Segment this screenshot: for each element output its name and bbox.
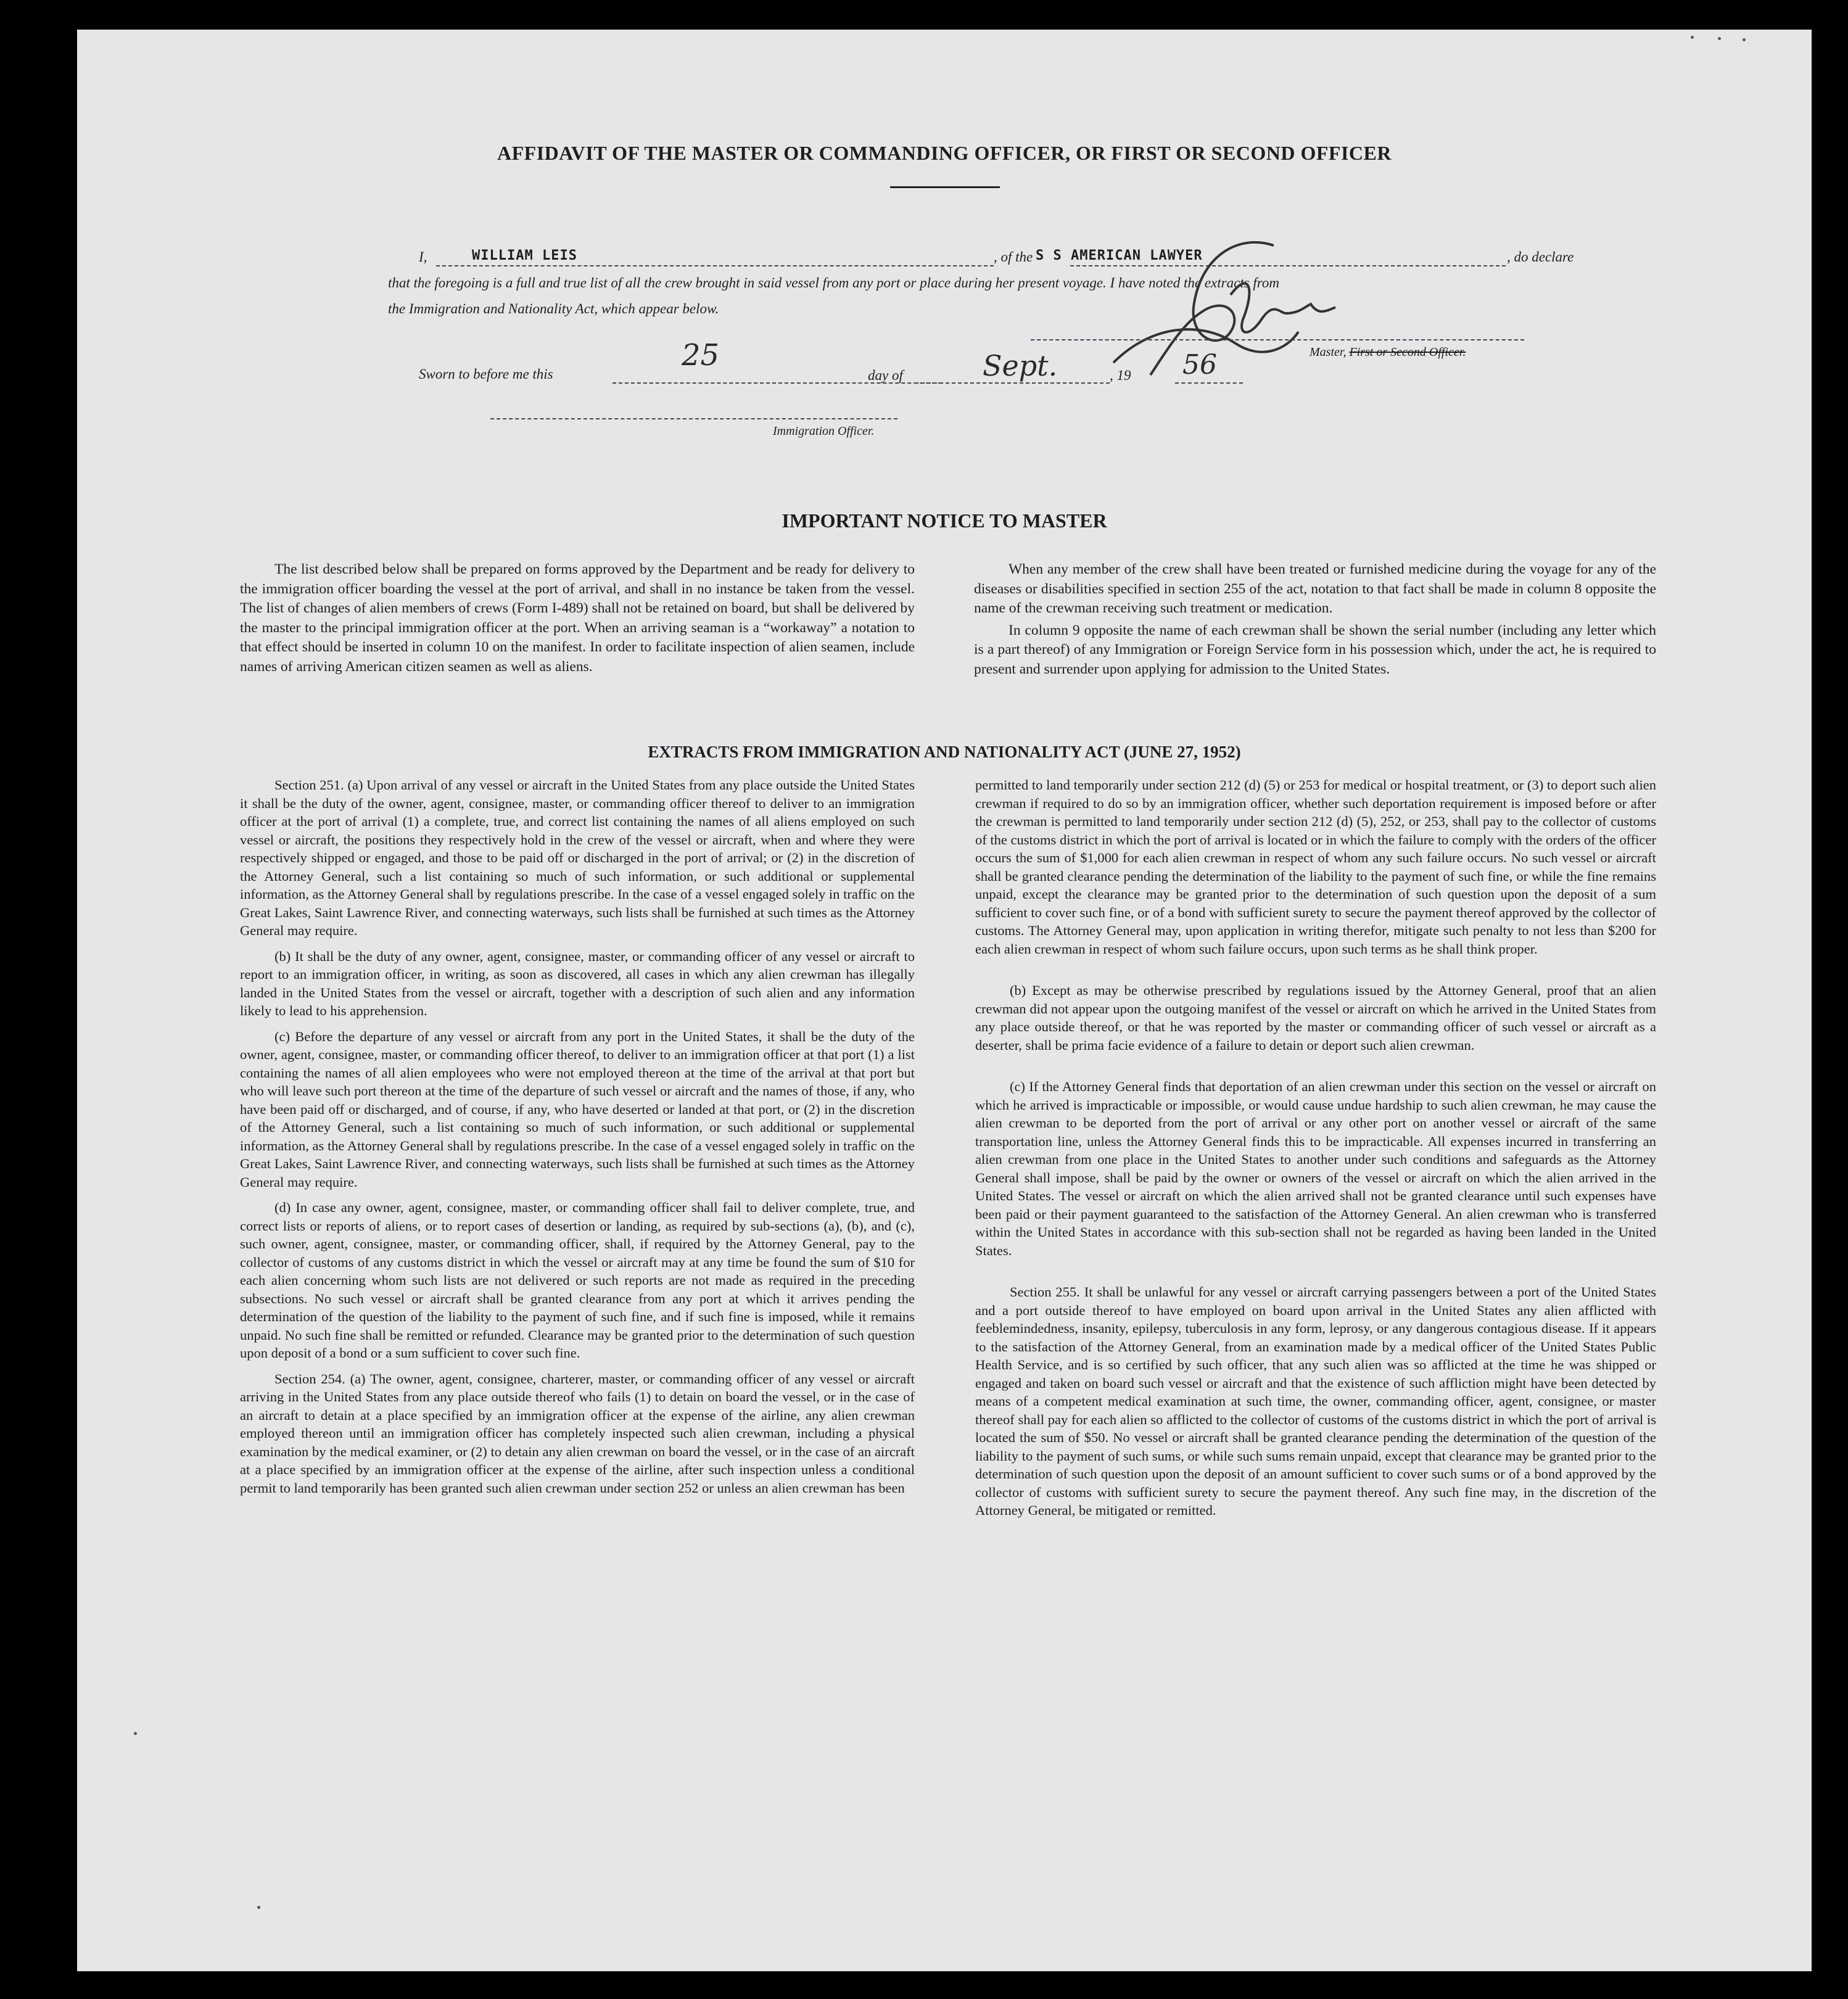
title-underline xyxy=(890,186,1000,188)
declaration-line-2: that the foregoing is a full and true list of all the crew brought in said vessel from any port or place during her present voyage. I have noted the extracts from xyxy=(388,275,1279,291)
immigration-officer-line xyxy=(490,418,897,419)
sworn-label: Sworn to before me this xyxy=(419,366,553,382)
i-prefix: I, xyxy=(419,249,427,265)
notice-left-paragraph: The list described below shall be prepared on forms approved by the Department and be ready for delivery to the immigration officer boarding the vessel at the port of arrival, and shall in no instance be taken from the vessel. The list of changes of alien members of crews (Form I-489) shall not be retained on board, but shall be delivered by the master to the principal immigration officer at the port. When an arriving seaman is a “workaway” a notation to that effect should be inserted in column 10 on the manifest. In order to facilitate inspection of alien seamen, include names of arriving American citizen seamen as well as aliens. xyxy=(240,561,915,675)
extracts-left-column xyxy=(240,776,915,1504)
immigration-officer-label: Immigration Officer. xyxy=(773,424,875,438)
scan-speck xyxy=(1743,38,1746,41)
do-declare-label: , do declare xyxy=(1507,249,1574,265)
sworn-month: Sept. xyxy=(983,349,1058,382)
extracts-title: EXTRACTS FROM IMMIGRATION AND NATIONALITY ACT (JUNE 27, 1952) xyxy=(648,743,1241,761)
scan-speck xyxy=(257,1906,260,1909)
master-label: Master, xyxy=(1310,345,1347,359)
extracts-right-column xyxy=(975,776,1656,1527)
section-251-d: (d) In case any owner, agent, consignee, master, or commanding officer shall fail to deliver complete, true, and correct lists or reports of aliens, or to report cases of desertion or landing, as required by sub-sections (a), (b), and (c), such owner, agent, consignee, master, or commanding officer, shall, if required by the Attorney General, pay to the collector of customs of any customs district in which the vessel or aircraft may at any time be found the sum of $10 for each alien concerning whom such lists are not delivered or such reports are not made as required in the preceding subsections. No such vessel or aircraft shall be granted clearance from any port at which it arrives pending the determination of the question of the liability to the payment of such fine, and if such fine is imposed, while it remains unpaid. No such fine shall be remitted or refunded. Clearance may be granted prior to the determination of such question upon deposit of a bond or a sum sufficient to cover such fine. xyxy=(240,1200,915,1361)
master-title xyxy=(1310,345,1466,360)
notice-right-paragraph-1: When any member of the crew shall have been treated or furnished medicine during the voyage for any of the diseases or disabilities specified in section 255 of the act, notation to that fact shall be made in column 8 opposite the name of the crewman receiving such treatment or medication. xyxy=(974,561,1656,616)
section-251-b: (b) It shall be the duty of any owner, agent, consignee, master, or commanding officer of any vessel or aircraft to report to an immigration officer, in writing, as soon as discovered, all cases in which any alien crewman has illegally landed in the United States from the vessel or aircraft, together with a description of such alien and any information likely to lead to his apprehension. xyxy=(240,948,915,1018)
affidavit-title: AFFIDAVIT OF THE MASTER OR COMMANDING OFFICER, OR FIRST OR SECOND OFFICER xyxy=(497,142,1392,164)
name-blank xyxy=(436,265,994,266)
section-251-c: (c) Before the departure of any vessel or aircraft from any port in the United States, it shall be the duty of the owner, agent, consignee, master, or commanding officer thereof, to deliver to an immigration officer at that port (1) a list containing the names of all alien employees who were not employed thereon at the time of the arrival at that port but who will leave such port thereon at the time of the departure of such vessel or aircraft and the names of those, if any, who have been paid off or discharged, and of course, if any, who have deserted or landed at that port, or (2) in the discretion of the Attorney General, such a list containing so much of such information, or such additional or supplemental information, as the Attorney General shall by regulations prescribe. In the case of a vessel engaged solely in traffic on the Great Lakes, Saint Lawrence River, and connecting waterways, such lists shall be furnished at such times as the Attorney General may require. xyxy=(240,1028,915,1190)
document-page xyxy=(77,30,1812,1971)
of-the-label: , of the xyxy=(994,249,1033,265)
section-255: Section 255. It shall be unlawful for any vessel or aircraft carrying passengers between a port of the United States and a port outside thereof to have employed on board upon arrival in the United States any alien afflicted with feeblemindedness, insanity, epilepsy, tuberculosis in any form, leprosy, or any dangerous contagious disease. If it appears to the satisfaction of the Attorney General, from an examination made by a medical officer of the United States Public Health Service, and is so certified by such officer, that any such alien was so afflicted at the time he was shipped or engaged and taken on board such vessel or aircraft and that the existence of such affliction might have been detected by means of a competent medical examination at such time, the owner, commanding officer, agent, consignee, or master thereof shall pay for each alien so afflicted to the collector of customs of the customs district in which the port of arrival is located the sum of $50. No vessel or aircraft shall be granted clearance pending the determination of the question of the liability to the payment of such sums, or while such sums remain unpaid, except that clearance may be granted prior to the determination of such question upon the deposit of an amount sufficient to cover such sums or of a bond approved by the collector of customs with sufficient surety to secure the payment thereof. Any such fine may, in the discretion of the Attorney General, be mitigated or remitted. xyxy=(975,1284,1656,1518)
section-251-a: Section 251. (a) Upon arrival of any vessel or aircraft in the United States from any place outside the United States it shall be the duty of the owner, agent, consignee, master, or commanding officer thereof to deliver to an immigration officer at the port of arrival (1) a complete, true, and correct list containing the names of all aliens employed on such vessel or aircraft, the positions they respectively hold in the crew of the vessel or aircraft, when and where they were respectively shipped or engaged, and those to be paid off or discharged in the port of arrival; or (2) in the discretion of the Attorney General, such a list containing so much of such information, or such additional or supplemental information, as the Attorney General shall by regulations prescribe. In the case of a vessel engaged solely in traffic on the Great Lakes, Saint Lawrence River, and connecting waterways, such lists shall be furnished at such times as the Attorney General may require. xyxy=(240,777,915,938)
notice-title: IMPORTANT NOTICE TO MASTER xyxy=(782,509,1107,532)
notice-left-column xyxy=(240,560,915,684)
notice-right-column xyxy=(974,560,1656,686)
scan-speck xyxy=(1718,37,1721,40)
year-prefix: , 19 xyxy=(1110,368,1131,383)
declaration-line-3: the Immigration and Nationality Act, which appear below. xyxy=(388,301,719,316)
master-signature-line xyxy=(1031,339,1524,340)
day-of-label: day of xyxy=(868,368,903,383)
section-254-c: (c) If the Attorney General finds that deportation of an alien crewman under this section on the vessel or aircraft on which he arrived is impracticable or impossible, or would cause undue hardship to such alien crewman, he may cause the alien crewman to be deported from the port of arrival or any other port on another vessel or aircraft of the same transportation line, unless the Attorney General finds this to be impracticable. All expenses incurred in transferring an alien crewman from one place in the United States to another under such conditions and safeguards as the Attorney General shall impose, shall be paid by the owner or owners of the vessel or aircraft on which the alien arrived in the United States. The vessel or aircraft on which the alien arrived shall not be granted clearance until such expenses have been paid or their payment guaranteed to the satisfaction of the Attorney General. An alien crewman who is transferred within the United States in accordance with this sub-section shall not be regarded as having been landed in the United States. xyxy=(975,1079,1656,1258)
section-254-a-continued: permitted to land temporarily under section 212 (d) (5) or 253 for medical or hospital treatment, or (3) to deport such alien crewman if required to do so by an immigration officer, whether such deportation requirement is imposed before or after the crewman is permitted to land temporarily under section 212 (d) (5), 252, or 253, shall pay to the collector of customs of the customs district in which the port of arrival is located or in which the failure to comply with the orders of the officer occurs the sum of $1,000 for each alien crewman in respect of whom any such failure occurs. No such vessel or aircraft shall be granted clearance pending the determination of the liability to the payment of such fine, or while the fine remains unpaid, except the clearance may be granted prior to the determination of such question upon the deposit of a sum sufficient to cover such fine, or of a bond with sufficient surety to secure the payment thereof approved by the collector of customs. The Attorney General may, upon application in writing therefor, mitigate such penalty to not less than $200 for each alien crewman in respect of whom such failure occurs, upon such terms as he shall think proper. xyxy=(975,777,1656,957)
vessel-name: S S AMERICAN LAWYER xyxy=(1036,248,1203,263)
scan-speck xyxy=(134,1732,137,1735)
month-blank xyxy=(915,382,1110,384)
section-254-a: Section 254. (a) The owner, agent, consignee, charterer, master, or commanding officer of any vessel or aircraft arriving in the United States from any place outside thereof who fails (1) to detain on board the vessel, or in the case of an aircraft to detain at a place specified by an immigration officer at the expense of the airline, any alien crewman employed thereon until an immigration officer has completely inspected such alien crewman, including a physical examination by the medical examiner, or (2) to detain any alien crewman on board the vessel, or in the case of an aircraft at a place specified by an immigration officer at the expense of the airline, after such inspection unless a conditional permit to land temporarily has been granted such alien crewman under section 252 or unless an alien crewman has been xyxy=(240,1370,915,1496)
year-blank xyxy=(1175,382,1243,384)
section-254-b: (b) Except as may be otherwise prescribed by regulations issued by the Attorney General, proof that an alien crewman did not appear upon the outgoing manifest of the vessel or aircraft on which he arrived in the United States from any place outside thereof, or that he was reported by the master or commanding officer of such vessel or aircraft as a deserter, shall be prima facie evidence of a failure to detain or deport such alien crewman. xyxy=(975,983,1656,1053)
sworn-year: 56 xyxy=(1182,349,1217,381)
sworn-day: 25 xyxy=(682,338,720,373)
scan-speck xyxy=(1691,36,1694,39)
struck-officer-label: First or Second Officer. xyxy=(1349,345,1466,359)
notice-right-paragraph-2: In column 9 opposite the name of each crewman shall be shown the serial number (including any letter which is a part thereof) of any Immigration or Foreign Service form in his possession which, under the act, he is required to present and surrender upon applying for admission to the United States. xyxy=(974,622,1656,677)
master-name: WILLIAM LEIS xyxy=(472,248,577,263)
